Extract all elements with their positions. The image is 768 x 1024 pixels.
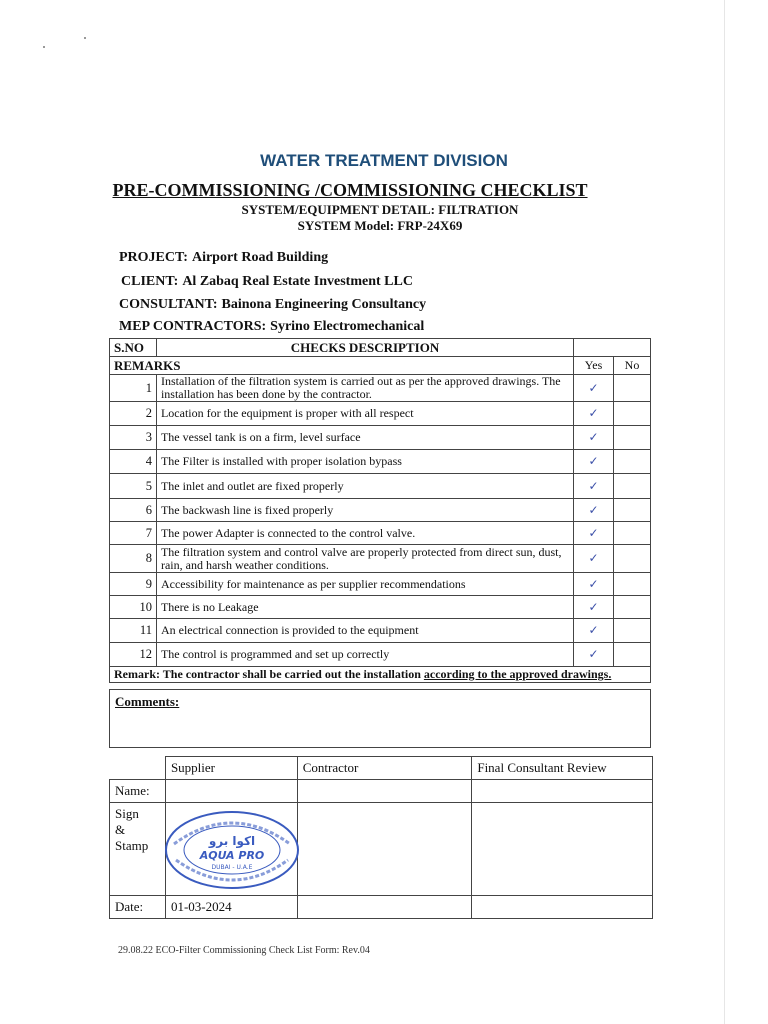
- yes-checkmark: ✓: [574, 522, 614, 545]
- row-description: The control is programmed and set up correctly: [156, 643, 573, 667]
- no-cell: [614, 545, 651, 573]
- project-line: [119, 250, 328, 266]
- project-value: Airport Road Building: [191, 250, 329, 265]
- mep-label: MEP CONTRACTORS:: [119, 319, 267, 334]
- checklist-row: [110, 596, 651, 619]
- contractor-date-cell: [297, 896, 472, 919]
- consultant-name-cell: [472, 780, 653, 803]
- contractor-header: Contractor: [297, 757, 472, 780]
- stamp-arabic-text: اكوا برو: [208, 834, 256, 848]
- row-description: The Filter is installed with proper isolation bypass: [156, 450, 573, 474]
- consultant-sign-cell: [472, 803, 653, 896]
- description-header: CHECKS DESCRIPTION: [156, 339, 573, 357]
- yes-checkmark: ✓: [574, 426, 614, 450]
- name-label: Name:: [110, 780, 166, 803]
- yes-checkmark: ✓: [574, 545, 614, 573]
- sign-stamp-label: Sign & Stamp: [110, 803, 166, 896]
- date-label: Date:: [110, 896, 166, 919]
- checklist-row: [110, 402, 651, 426]
- yes-checkmark: ✓: [574, 573, 614, 596]
- row-description: There is no Leakage: [156, 596, 573, 619]
- row-number: 1: [110, 375, 157, 402]
- yes-checkmark: ✓: [574, 402, 614, 426]
- checklist-row: [110, 450, 651, 474]
- no-cell: [614, 499, 651, 522]
- stamp-location-text: DUBAI - U.A.E: [211, 864, 253, 871]
- yes-checkmark: ✓: [574, 596, 614, 619]
- row-description: An electrical connection is provided to the equipment: [156, 619, 573, 643]
- row-description: Accessibility for maintenance as per supplier recommendations: [156, 573, 573, 596]
- row-number: 5: [110, 474, 157, 499]
- row-number: 10: [110, 596, 157, 619]
- division-title: WATER TREATMENT DIVISION: [260, 151, 508, 170]
- row-description: The inlet and outlet are fixed properly: [156, 474, 573, 499]
- row-description: Installation of the filtration system is carried out as per the approved drawings. The installation has been done by the contractor.: [156, 375, 573, 402]
- no-cell: [614, 522, 651, 545]
- checklist-row: [110, 619, 651, 643]
- no-cell: [614, 375, 651, 402]
- form-footer: 29.08.22 ECO-Filter Commissioning Check List Form: Rev.04: [118, 945, 370, 956]
- stamp-brand-text: AQUA PRO: [199, 849, 265, 862]
- yes-checkmark: ✓: [574, 375, 614, 402]
- consultant-date-cell: [472, 896, 653, 919]
- mep-line: [119, 319, 424, 335]
- checklist-row: [110, 426, 651, 450]
- row-number: 8: [110, 545, 157, 573]
- checklist-table: [109, 338, 651, 683]
- row-number: 9: [110, 573, 157, 596]
- yes-checkmark: ✓: [574, 619, 614, 643]
- client-value: Al Zabaq Real Estate Investment LLC: [182, 274, 413, 289]
- checklist-row: [110, 643, 651, 667]
- system-detail: SYSTEM/EQUIPMENT DETAIL: FILTRATION: [241, 202, 519, 217]
- client-label: CLIENT:: [121, 274, 179, 289]
- comments-label: Comments:: [115, 694, 180, 709]
- no-cell: [614, 474, 651, 499]
- row-description: The backwash line is fixed properly: [156, 499, 573, 522]
- scan-speck: [84, 37, 86, 39]
- checklist-row: [110, 545, 651, 573]
- client-line: [121, 274, 413, 290]
- no-header: No: [614, 357, 651, 375]
- no-cell: [614, 573, 651, 596]
- yes-checkmark: ✓: [574, 499, 614, 522]
- row-description: The filtration system and control valve are properly protected from direct sun, dust, rain, and harsh weather conditions.: [156, 545, 573, 573]
- yes-header: Yes: [574, 357, 614, 375]
- checklist-row: [110, 375, 651, 402]
- yes-checkmark: ✓: [574, 474, 614, 499]
- final-review-header: Final Consultant Review: [472, 757, 653, 780]
- checklist-row: [110, 573, 651, 596]
- row-description: Location for the equipment is proper with all respect: [156, 402, 573, 426]
- yes-checkmark: ✓: [574, 643, 614, 667]
- no-cell: [614, 643, 651, 667]
- consultant-line: [119, 297, 426, 313]
- system-model: SYSTEM Model: FRP-24X69: [297, 218, 463, 233]
- remarks-header: REMARKS: [110, 357, 574, 375]
- no-cell: [614, 402, 651, 426]
- scan-speck: [43, 46, 45, 48]
- row-number: 12: [110, 643, 157, 667]
- remark-text: Remark: The contractor shall be carried out the installation: [114, 667, 424, 681]
- checklist-row: [110, 522, 651, 545]
- checklist-row: [110, 499, 651, 522]
- date-value: 01-03-2024: [165, 896, 297, 919]
- company-stamp: [162, 808, 302, 892]
- no-cell: [614, 450, 651, 474]
- no-cell: [614, 596, 651, 619]
- consultant-label: CONSULTANT:: [119, 297, 218, 312]
- row-number: 7: [110, 522, 157, 545]
- comments-box: [109, 689, 651, 748]
- consultant-value: Bainona Engineering Consultancy: [221, 297, 427, 312]
- sno-header: S.NO: [110, 339, 157, 357]
- project-label: PROJECT:: [119, 250, 188, 265]
- contractor-sign-cell: [297, 803, 472, 896]
- row-description: The vessel tank is on a firm, level surface: [156, 426, 573, 450]
- yes-checkmark: ✓: [574, 450, 614, 474]
- checklist-title: PRE-COMMISSIONING /COMMISSIONING CHECKLIST: [112, 180, 588, 200]
- supplier-header: Supplier: [165, 757, 297, 780]
- row-number: 3: [110, 426, 157, 450]
- supplier-name-cell: [165, 780, 297, 803]
- remark-row: [110, 667, 651, 683]
- row-number: 4: [110, 450, 157, 474]
- contractor-name-cell: [297, 780, 472, 803]
- row-number: 6: [110, 499, 157, 522]
- row-number: 2: [110, 402, 157, 426]
- remark-underlined: according to the approved drawings.: [423, 667, 612, 681]
- checklist-row: [110, 474, 651, 499]
- no-cell: [614, 619, 651, 643]
- row-description: The power Adapter is connected to the control valve.: [156, 522, 573, 545]
- row-number: 11: [110, 619, 157, 643]
- yes-no-group-header: [574, 339, 651, 357]
- mep-value: Syrino Electromechanical: [270, 319, 425, 334]
- no-cell: [614, 426, 651, 450]
